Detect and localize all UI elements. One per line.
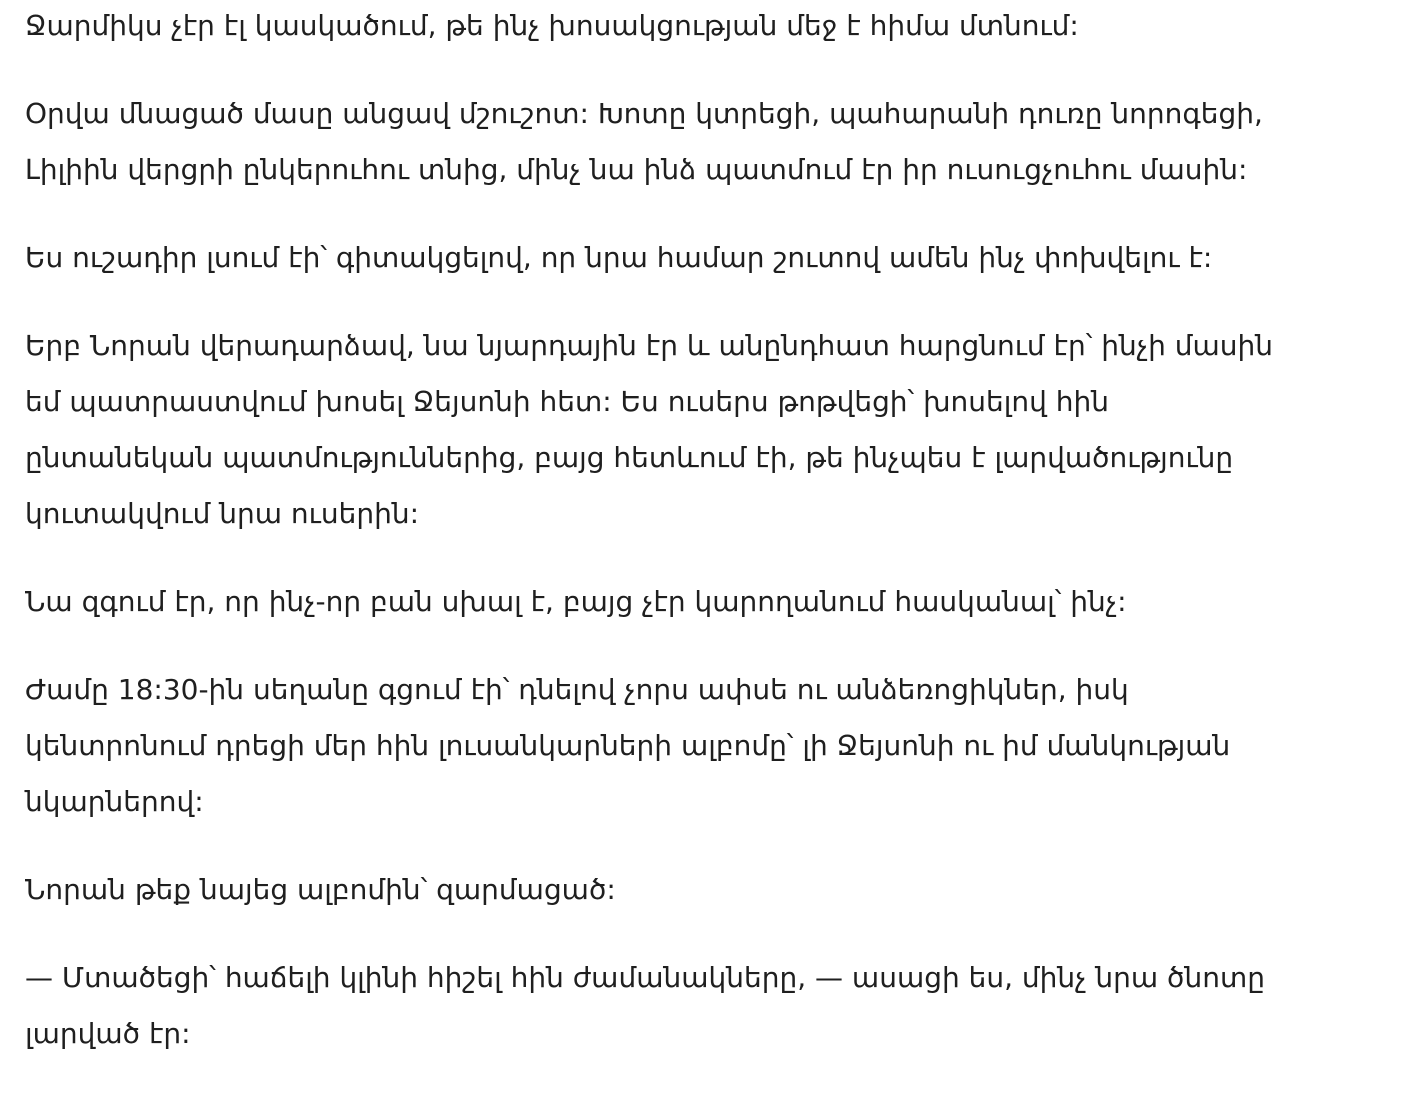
story-text: [25, 0, 1395, 1094]
text-line: ընտանեկան պատմություններից, բայց հետևում էի, թե ինչպես է լարվածությունը: [25, 441, 1234, 474]
text-line: լարված էր:: [25, 1017, 191, 1050]
text-line: կուտակվում նրա ուսերին:: [25, 497, 419, 530]
text-line: նկարներով:: [25, 785, 204, 818]
text-line: Ջարմիկս չէր էլ կասկածում, թե ինչ խոսակցության մեջ է հիմա մտնում:: [25, 9, 1079, 42]
paragraph-1: [25, 0, 1395, 54]
text-line: Օրվա մնացած մասը անցավ մշուշոտ: Խոտը կտրեցի, պահարանի դուռը նորոգեցի,: [25, 97, 1263, 130]
text-line: Երբ Նորան վերադարձավ, նա նյարդային էր և անընդհատ հարցնում էր՝ ինչի մասին: [25, 329, 1273, 362]
text-line: կենտրոնում դրեցի մեր հին լուսանկարների ալբոմը՝ լի Ջեյսոնի ու իմ մանկության: [25, 729, 1231, 762]
paragraph-5: [25, 574, 1395, 630]
paragraph-3: [25, 230, 1395, 286]
text-line: Ես ուշադիր լսում էի՝ գիտակցելով, որ նրա համար շուտով ամեն ինչ փոխվելու է:: [25, 241, 1213, 274]
paragraph-8: [25, 950, 1395, 1062]
text-line: Լիլիին վերցրի ընկերուհու տնից, մինչ նա ինձ պատմում էր իր ուսուցչուհու մասին:: [25, 153, 1248, 186]
text-line: եմ պատրաստվում խոսել Ջեյսոնի հետ: Ես ուսերս թոթվեցի՝ խոսելով հին: [25, 385, 1110, 418]
paragraph-6: [25, 662, 1395, 830]
paragraph-2: [25, 86, 1395, 198]
text-line: Ժամը 18:30-ին սեղանը գցում էի՝ դնելով չորս ափսե ու անձեռոցիկներ, իսկ: [25, 673, 1129, 706]
text-line: Նա զգում էր, որ ինչ-որ բան սխալ է, բայց չէր կարողանում հասկանալ՝ ինչ:: [25, 585, 1127, 618]
paragraph-4: [25, 318, 1395, 542]
text-line: Նորան թեք նայեց ալբոմին՝ զարմացած:: [25, 873, 616, 906]
text-line: — Մտածեցի՝ հաճելի կլինի հիշել հին ժամանակները, — ասացի ես, մինչ նրա ծնոտը: [25, 961, 1265, 994]
paragraph-7: [25, 862, 1395, 918]
